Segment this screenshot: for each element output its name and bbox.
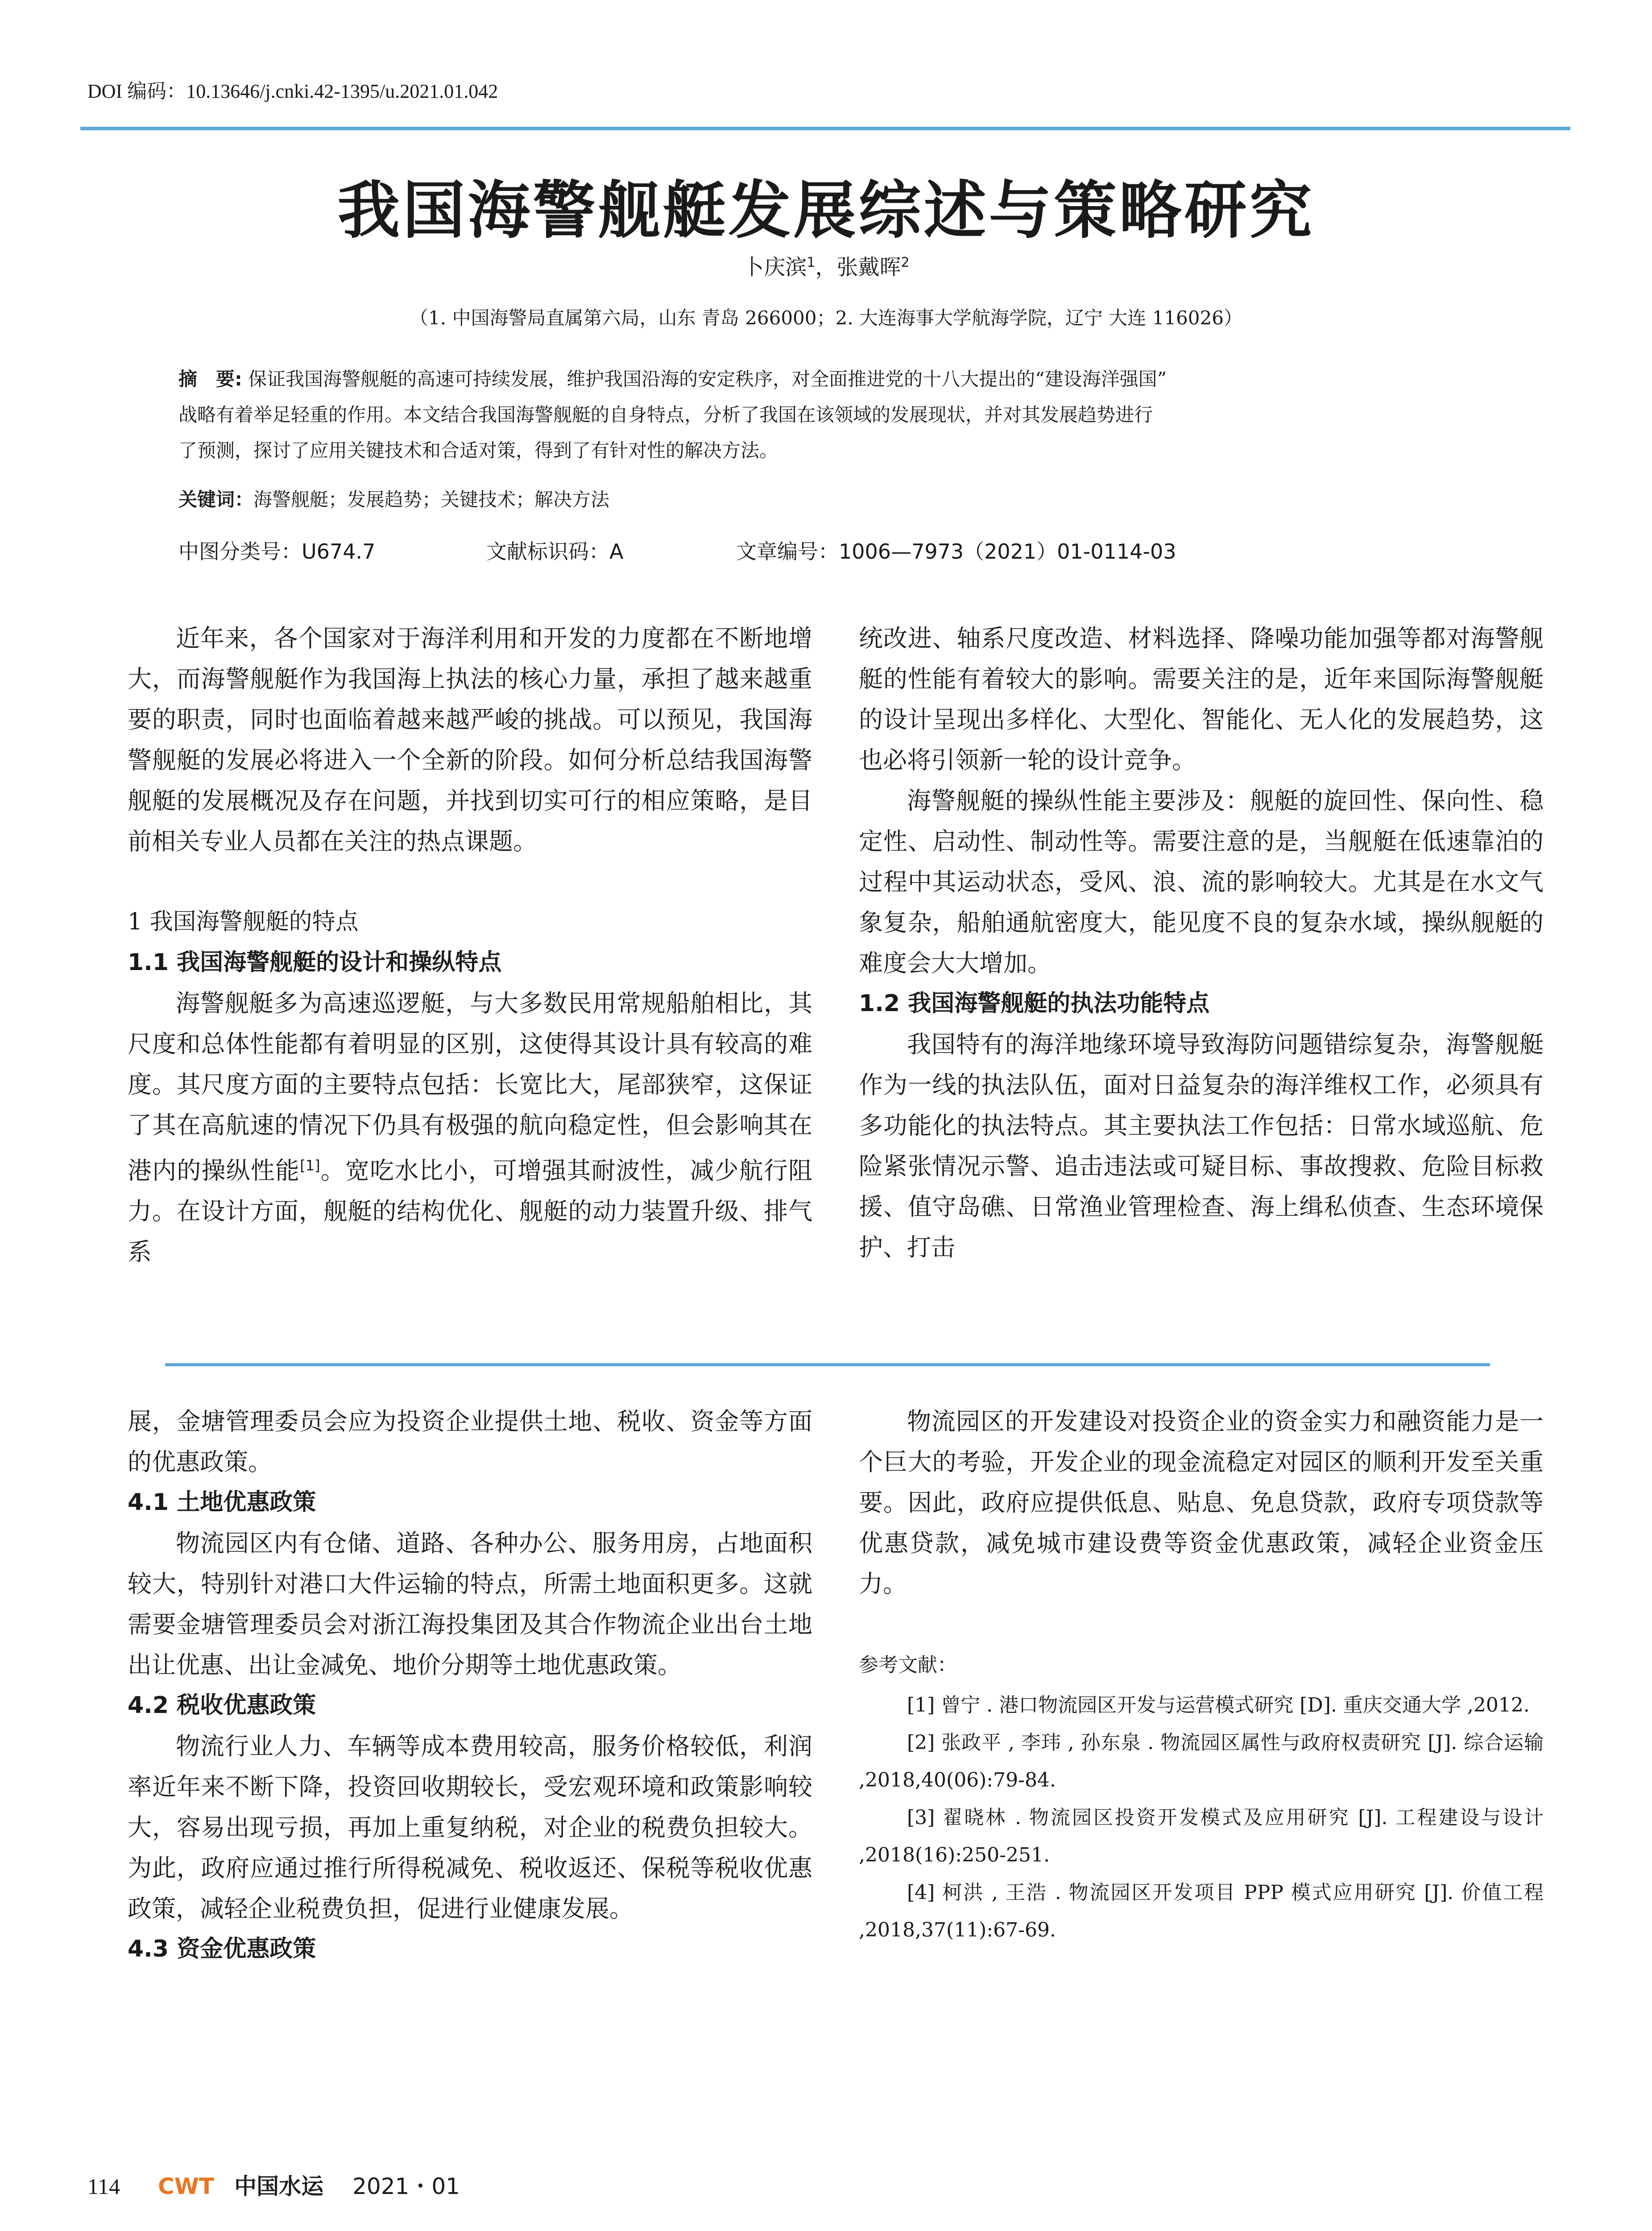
paragraph-text: 海警舰艇多为高速巡逻艇，与大多数民用常规船舶相比，其尺度和总体性能都有着明显的区别，这使得其设计具有较高的难度。其尺度方面的主要特点包括：长宽比大，尾部狭窄，这保证了其在高航速的情况下仍具有极强的航向稳定性，但会影响其在港内的操纵性能 <box>128 989 812 1185</box>
subsection-heading: 4.3 资金优惠政策 <box>128 1936 316 1962</box>
author-affil-mark: 2 <box>901 255 910 270</box>
author-separator: ， <box>815 255 837 280</box>
paragraph: 物流园区的开发建设对投资企业的资金实力和融资能力是一个巨大的考验，开发企业的现金流稳定对园区的顺利开发至关重要。因此，政府应提供低息、贴息、免息贷款，政府专项贷款等优惠贷款，减免城市建设费等资金优惠政策，减轻企业资金压力。 <box>859 1407 1544 1598</box>
left-column-top <box>128 618 812 1272</box>
abstract-line: 了预测，探讨了应用关键技术和合适对策，得到了有针对性的解决方法。 <box>178 440 778 461</box>
paragraph: 海警舰艇的操纵性能主要涉及：舰艇的旋回性、保向性、稳定性、启动性、制动性等。需要注意的是，当舰艇在低速靠泊的过程中其运动状态，受风、浪、流的影响较大。尤其是在水文气象复杂，船舶通航密度大，能见度不良的复杂水域，操纵舰艇的难度会大大增加。 <box>859 787 1544 977</box>
author-name: 张戴晖 <box>836 255 901 280</box>
article-title: 我国海警舰艇发展综述与策略研究 <box>337 174 1315 247</box>
abstract-label: 摘 要: <box>178 368 242 390</box>
reference-item: [3] 翟晓林 . 物流园区投资开发模式及应用研究 [J]. 工程建设与设计 ,2018(16):250-251. <box>859 1806 1544 1866</box>
references <box>859 1646 1544 1949</box>
reference-item: [1] 曾宁 . 港口物流园区开发与运营模式研究 [D]. 重庆交通大学 ,2012. <box>907 1694 1530 1717</box>
reference-item: [2] 张政平 , 李玮 , 孙东泉 . 物流园区属性与政府权责研究 [J]. 综合运输 ,2018,40(06):79-84. <box>859 1731 1544 1791</box>
keywords-label: 关键词： <box>178 489 254 510</box>
abstract-line <box>178 366 1167 393</box>
author-name: 卜庆滨 <box>742 255 807 280</box>
right-column-bottom <box>859 1401 1544 1604</box>
subsection-heading: 4.1 土地优惠政策 <box>128 1489 316 1516</box>
abstract-text: 保证我国海警舰艇的高速可持续发展，维护我国沿海的安定秩序，对全面推进党的十八大提出的“建设海洋强国” <box>242 368 1167 390</box>
citation-mark: [1] <box>300 1157 320 1174</box>
magazine-name: 中国水运 <box>234 2173 324 2199</box>
doi-line: DOI 编码：10.13646/j.cnki.42-1395/u.2021.01.042 <box>87 80 498 102</box>
issue-label: 2021・01 <box>352 2173 460 2199</box>
author-affil-mark: 1 <box>807 255 816 270</box>
clc-number: 中图分类号：U674.7 <box>178 539 376 564</box>
reference-item: [4] 柯洪 , 王浩 . 物流园区开发项目 PPP 模式应用研究 [J]. 价值工程 ,2018,37(11):67-69. <box>859 1881 1544 1941</box>
paragraph: 展，金塘管理委员会应为投资企业提供土地、税收、资金等方面的优惠政策。 <box>128 1407 812 1476</box>
paragraph: 统改进、轴系尺度改造、材料选择、降噪功能加强等都对海警舰艇的性能有着较大的影响。需要关注的是，近年来国际海警舰艇的设计呈现出多样化、大型化、智能化、无人化的发展趋势，这也必将引领新一轮的设计竞争。 <box>859 624 1544 774</box>
keywords-text: 海警舰艇；发展趋势；关键技术；解决方法 <box>253 489 610 510</box>
right-column-top <box>859 618 1544 1268</box>
authors <box>0 250 1652 281</box>
paragraph: 我国特有的海洋地缘环境导致海防问题错综复杂，海警舰艇作为一线的执法队伍，面对日益复杂的海洋维权工作，必须具有多功能化的执法特点。其主要执法工作包括：日常水域巡航、危险紧张情况示警、追击违法或可疑目标、事故搜救、危险目标救援、值守岛礁、日常渔业管理检查、海上缉私侦查、生态环境保护、打击 <box>859 1030 1544 1261</box>
abstract-line: 战略有着举足轻重的作用。本文结合我国海警舰艇的自身特点，分析了我国在该领域的发展现状，并对其发展趋势进行 <box>178 404 1153 426</box>
section-rule <box>165 1363 1490 1366</box>
paragraph: 近年来，各个国家对于海洋利用和开发的力度都在不断地增大，而海警舰艇作为我国海上执法的核心力量，承担了越来越重要的职责，同时也面临着越来越严峻的挑战。可以预见，我国海警舰艇的发展必将进入一个全新的阶段。如何分析总结我国海警舰艇的发展概况及存在问题，并找到切实可行的相应策略，是目前相关专业人员都在关注的热点课题。 <box>128 624 812 855</box>
subsection-heading: 1.1 我国海警舰艇的设计和操纵特点 <box>128 949 502 976</box>
brand-logo: CWT <box>158 2173 215 2199</box>
subsection-heading: 1.2 我国海警舰艇的执法功能特点 <box>859 990 1210 1017</box>
article-number: 文章编号：1006—7973（2021）01-0114-03 <box>736 539 1176 564</box>
paragraph: 物流行业人力、车辆等成本费用较高，服务价格较低，利润率近年来不断下降，投资回收期较长，受宏观环境和政策影响较大，容易出现亏损，再加上重复纳税，对企业的税费负担较大。为此，政府应通过推行所得税减免、税收返还、保税等税收优惠政策，减轻企业税费负担，促进行业健康发展。 <box>128 1732 812 1923</box>
page-footer <box>87 2169 460 2201</box>
paragraph <box>128 983 812 1272</box>
paragraph: 物流园区内有仓储、道路、各种办公、服务用房，占地面积较大，特别针对港口大件运输的特点，所需土地面积更多。这就需要金塘管理委员会对浙江海投集团及其合作物流企业出台土地出让优惠、出让金减免、地价分期等土地优惠政策。 <box>128 1529 812 1679</box>
page-number: 114 <box>87 2174 120 2199</box>
references-label: 参考文献： <box>859 1654 957 1676</box>
affiliations: （1. 中国海警局直属第六局，山东 青岛 266000；2. 大连海事大学航海学院，辽宁 大连 116026） <box>410 307 1242 329</box>
header-rule <box>80 127 1570 130</box>
keywords-line <box>178 486 609 513</box>
section-heading: 1 我国海警舰艇的特点 <box>128 908 359 935</box>
subsection-heading: 4.2 税收优惠政策 <box>128 1692 316 1719</box>
document-code: 文献标识码：A <box>486 539 624 564</box>
left-column-bottom <box>128 1401 812 1970</box>
paragraph-text: 。宽吃水比小，可增强其耐波性，减少航行阻力。在设计方面，舰艇的结构优化、舰艇的动力装置升级、排气系 <box>128 1157 813 1266</box>
